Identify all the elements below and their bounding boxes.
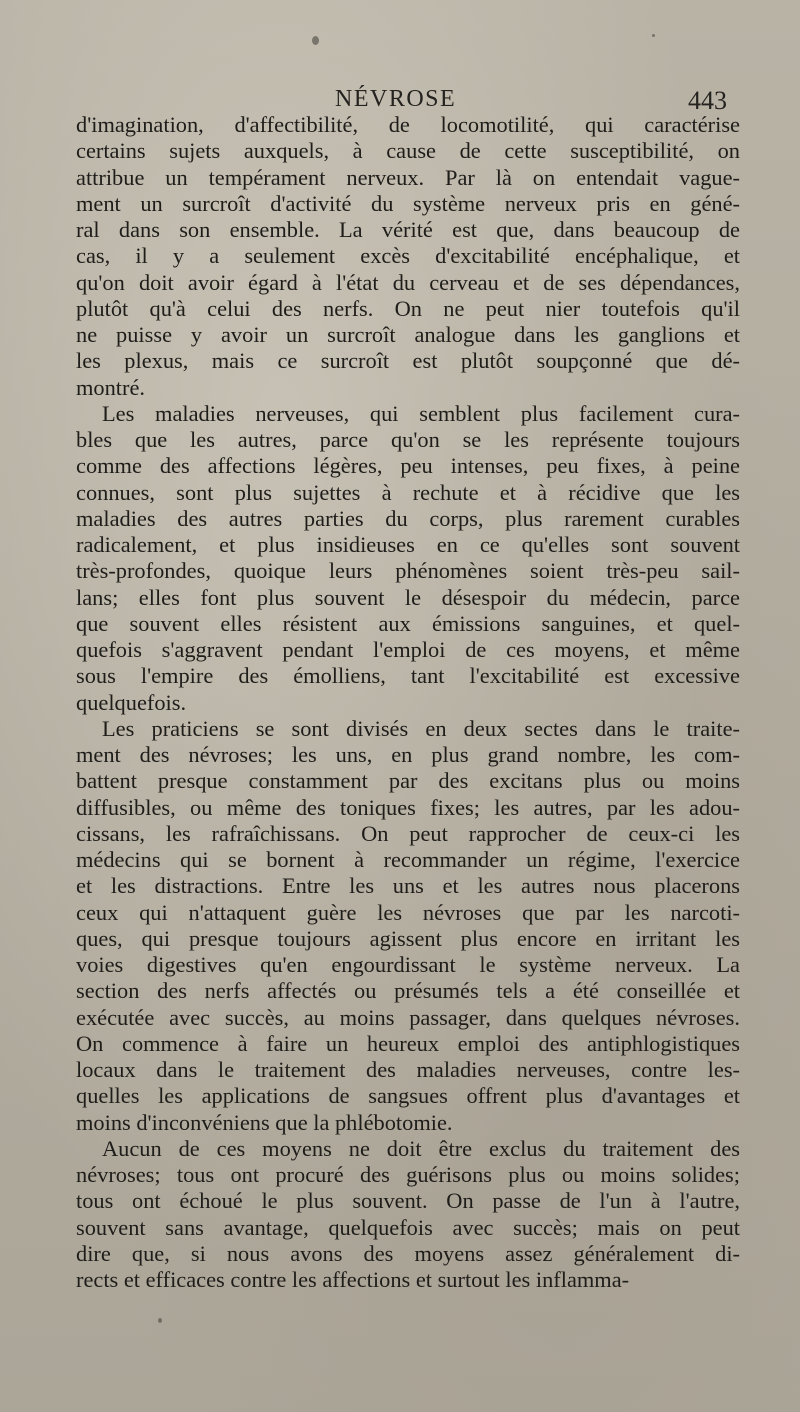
paragraph: [76, 716, 740, 1136]
paragraph: [76, 112, 740, 401]
text-line: attribue un tempérament nerveux. Par là on entendait vague-: [76, 164, 740, 190]
text-line: ment des névroses; les uns, en plus grand nombre, les com-: [76, 742, 740, 767]
text-line: radicalement, et plus insidieuses en ce qu'elles sont souvent: [76, 532, 740, 557]
text-line: cas, il y a seulement excès d'excitabilité encéphalique, et: [76, 243, 740, 269]
text-line: cissans, les rafraîchissans. On peut rapprocher de ceux-ci les: [76, 820, 740, 846]
text-line: Les maladies nerveuses, qui semblent plus facilement cura-: [102, 400, 740, 426]
ink-speck: [312, 36, 319, 45]
text-line: ne puisse y avoir un surcroît analogue dans les ganglions et: [76, 322, 740, 347]
text-line: d'imagination, d'affectibilité, de locomotilité, qui caractérise: [76, 112, 740, 137]
ink-speck: [158, 1318, 162, 1323]
text-line: comme des affections légères, peu intenses, peu fixes, à peine: [76, 453, 740, 479]
text-line: diffusibles, ou même des toniques fixes; les autres, par les adou-: [76, 794, 740, 820]
text-line: certains sujets auxquels, à cause de cette susceptibilité, on: [76, 138, 740, 164]
text-line: moins d'inconvéniens que la phlébotomie.: [76, 1109, 453, 1135]
text-line: maladies des autres parties du corps, plus rarement curables: [76, 505, 740, 531]
page-number: 443: [688, 86, 727, 115]
text-line: très-profondes, quoique leurs phénomènes soient très-peu sail-: [76, 558, 740, 584]
running-head: NÉVROSE: [335, 86, 457, 112]
text-line: dire que, si nous avons des moyens assez généralement di-: [76, 1240, 740, 1266]
text-line: sous l'empire des émolliens, tant l'excitabilité est excessive: [76, 663, 740, 689]
text-line: Aucun de ces moyens ne doit être exclus du traitement des: [102, 1135, 740, 1161]
text-line: On commence à faire un heureux emploi des antiphlogistiques: [76, 1030, 740, 1056]
text-line: connues, sont plus sujettes à rechute et à récidive que les: [76, 479, 740, 505]
text-line: et les distractions. Entre les uns et les autres nous placerons: [76, 873, 740, 899]
text-line: lans; elles font plus souvent le désespoir du médecin, parce: [76, 584, 740, 610]
text-line: quelles les applications de sangsues offrent plus d'avantages et: [76, 1083, 740, 1109]
text-line: voies digestives qu'en engourdissant le système nerveux. La: [76, 952, 740, 977]
paragraph: [76, 401, 740, 716]
text-line: section des nerfs affectés ou présumés tels a été conseillée et: [76, 978, 740, 1004]
text-line: Les praticiens se sont divisés en deux sectes dans le traite-: [102, 715, 740, 741]
text-line: bles que les autres, parce qu'on se les représente toujours: [76, 427, 740, 452]
text-line: plutôt qu'à celui des nerfs. On ne peut nier toutefois qu'il: [76, 295, 740, 321]
text-line: médecins qui se bornent à recommander un régime, l'exercice: [76, 847, 740, 872]
text-line: tous ont échoué le plus souvent. On passe de l'un à l'autre,: [76, 1188, 740, 1214]
text-line: que souvent elles résistent aux émissions sanguines, et quel-: [76, 610, 740, 636]
text-line: quefois s'aggravent pendant l'emploi de ces moyens, et même: [76, 637, 740, 662]
text-line: ment un surcroît d'activité du système nerveux pris en géné-: [76, 190, 740, 216]
text-line: ques, qui presque toujours agissent plus encore en irritant les: [76, 925, 740, 951]
text-line: battent presque constamment par des excitans plus ou moins: [76, 768, 740, 794]
text-line: qu'on doit avoir égard à l'état du cerveau et de ses dépendances,: [76, 269, 740, 295]
text-line: névroses; tous ont procuré des guérisons plus ou moins solides;: [76, 1162, 740, 1187]
text-line: locaux dans le traitement des maladies nerveuses, contre les-: [76, 1057, 740, 1082]
paragraph: [76, 1136, 740, 1294]
ink-speck: [652, 34, 655, 37]
text-line: les plexus, mais ce surcroît est plutôt soupçonné que dé-: [76, 348, 740, 374]
text-line: montré.: [76, 374, 146, 400]
text-line: souvent sans avantage, quelquefois avec succès; mais on peut: [76, 1214, 740, 1240]
text-line: quelquefois.: [76, 689, 187, 715]
text-line: exécutée avec succès, au moins passager, dans quelques névroses.: [76, 1004, 740, 1030]
text-line: ceux qui n'attaquent guère les névroses que par les narcoti-: [76, 899, 740, 925]
body-text: [76, 112, 740, 1293]
text-line: ral dans son ensemble. La vérité est que, dans beaucoup de: [76, 217, 740, 242]
text-line: rects et efficaces contre les affections et surtout les inflamma-: [76, 1267, 630, 1292]
